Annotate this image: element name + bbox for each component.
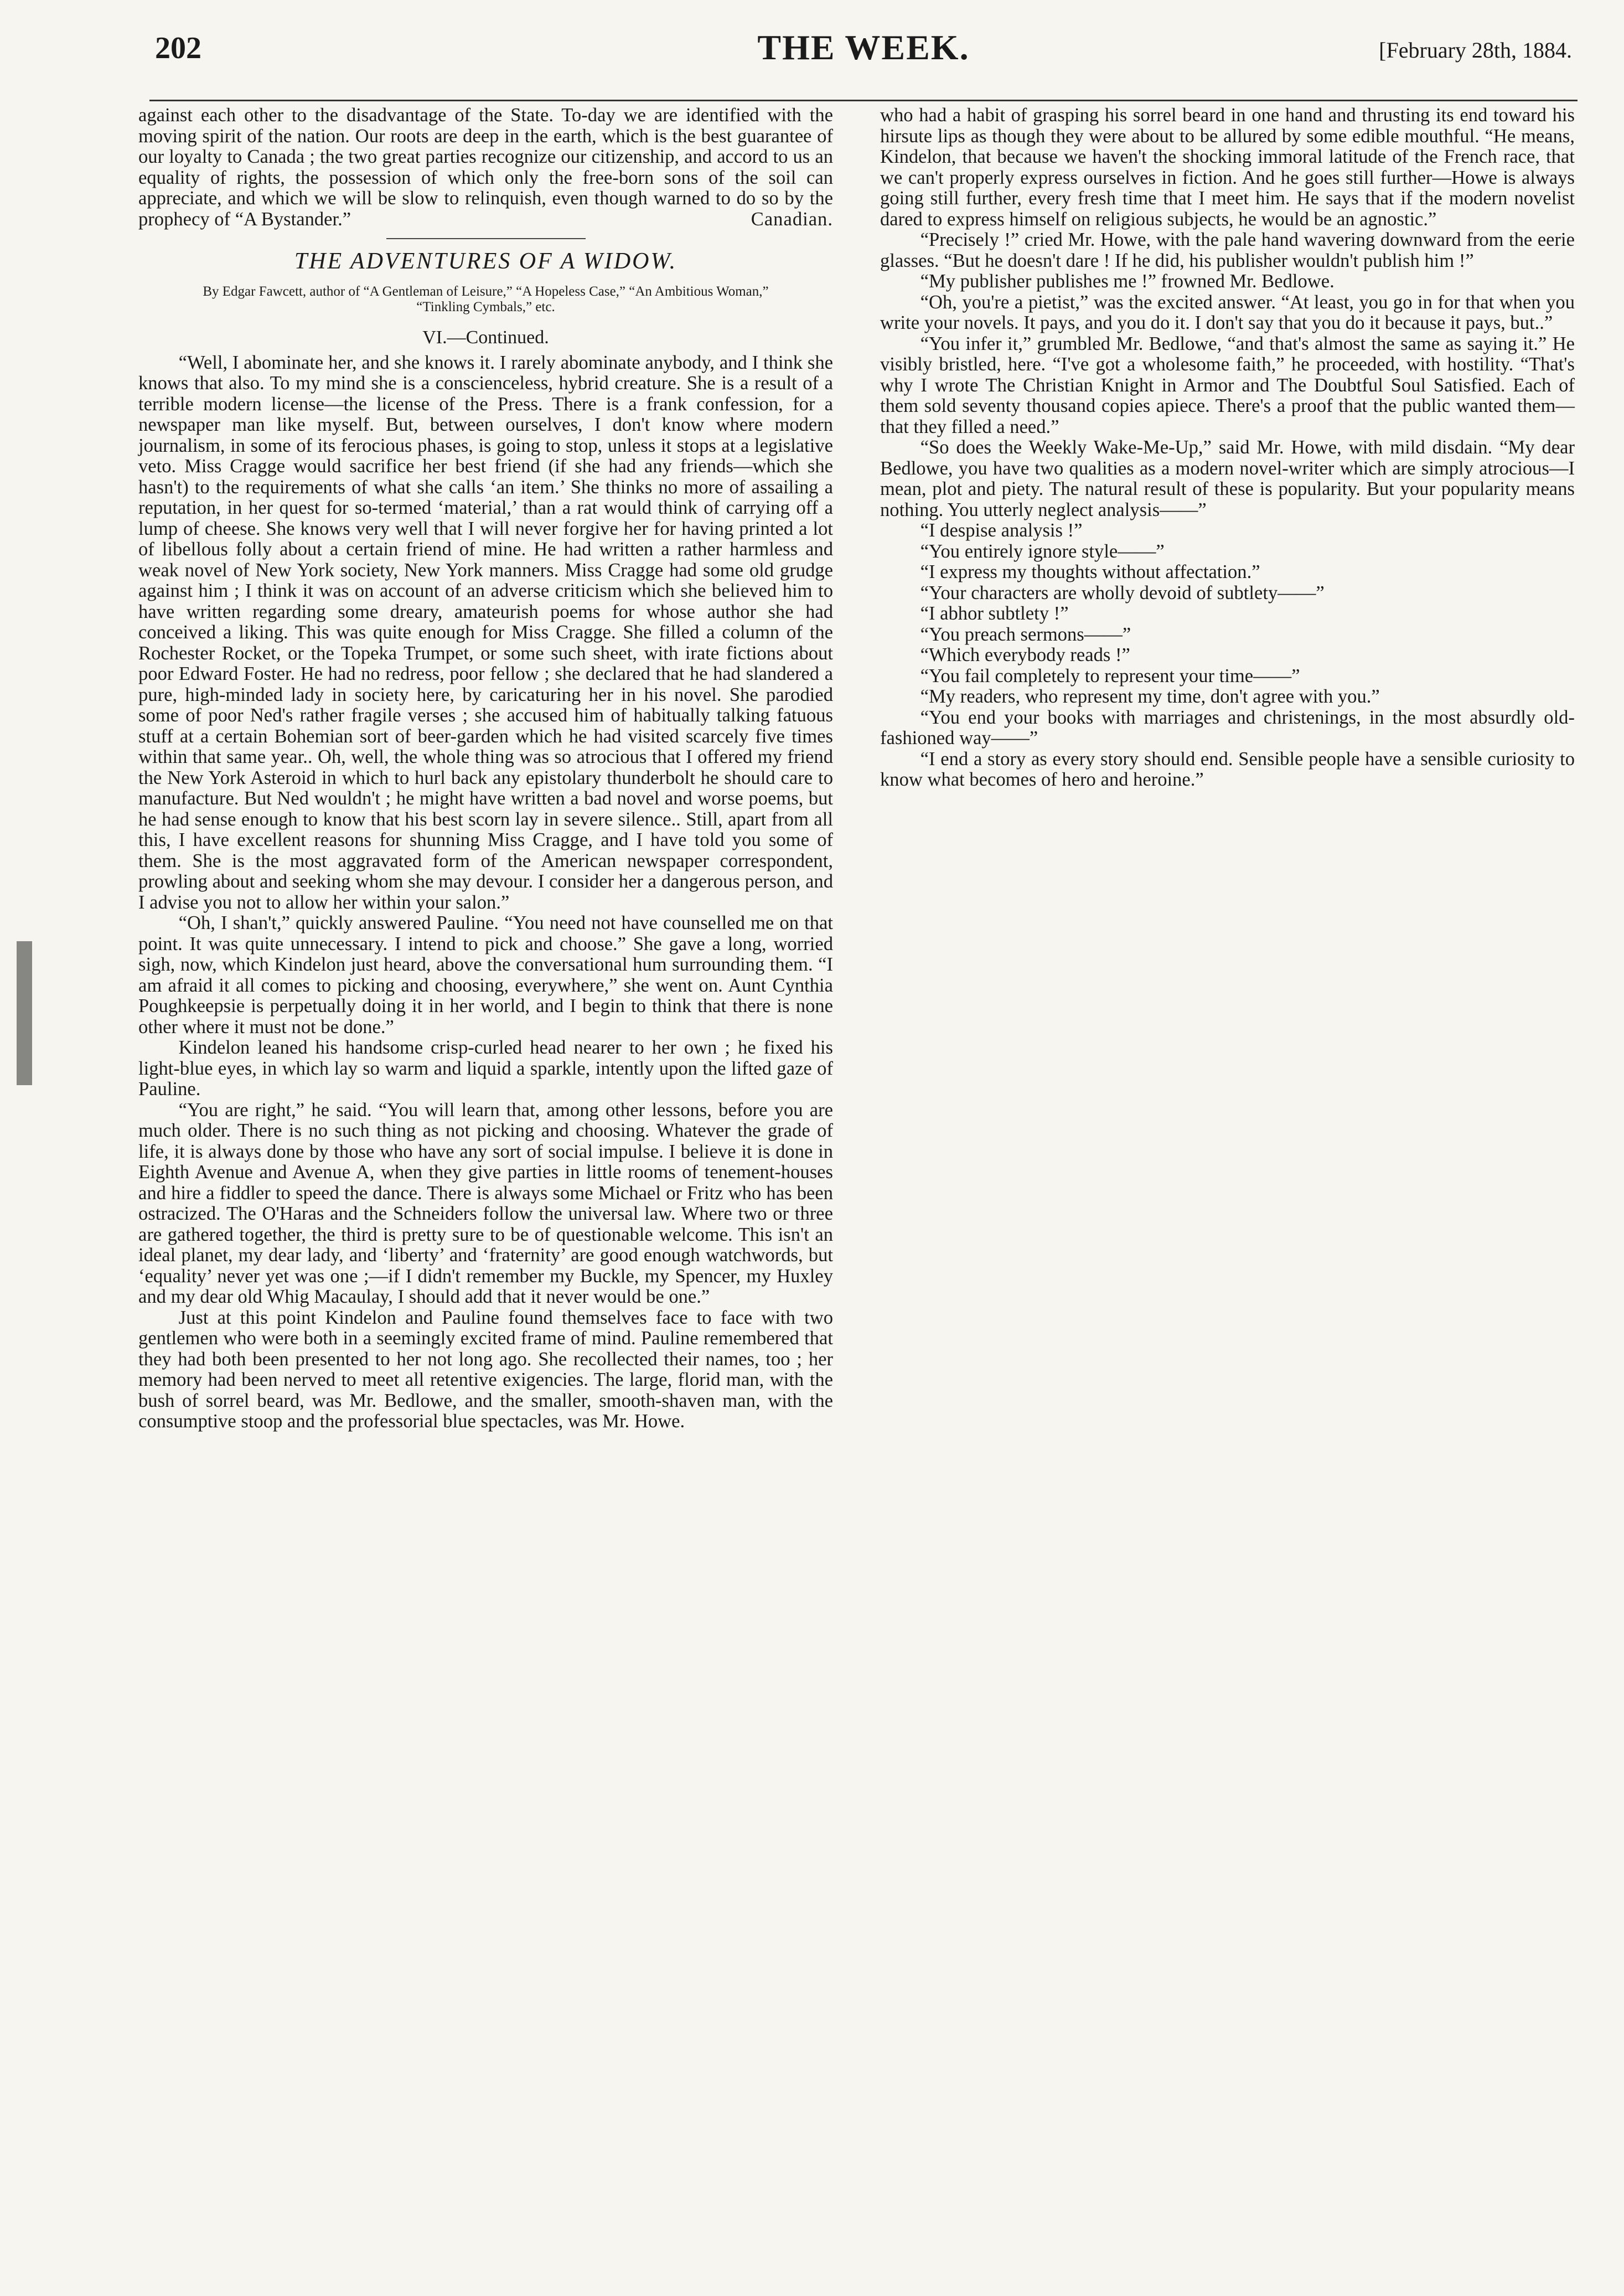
paragraph: “I end a story as every story should end. Sensible people have a sensible curiosity to know what becomes of hero and heroine.” [880, 748, 1575, 790]
left-column [138, 105, 833, 1432]
paragraph: who had a habit of grasping his sorrel beard in one hand and thrusting its end toward his hirsute lips as though they were about to be allured by some edible mouthful. “He means, Kindelon, that because we haven't the shocking immoral latitude of the French race, that we can't properly express ourselves in fiction. And he goes still further—Howe is always going still further, every fresh time that I meet him. He says that if the modern novelist dared to express himself on religious subjects, he would be an agnostic.” [880, 105, 1575, 230]
intro-paragraph: against each other to the disadvantage of the State. To-day we are identified with the moving spirit of the nation. Our roots are deep in the earth, which is the best guarantee of our loyalty to Canada ; the two great parties recognize our citizenship, and accord to us an equality of rights, the possession of which only the free-born sons of the soil can appreciate, and which we will be slow to relinquish, even though warned to do so by the prophecy of “A Bystander.” [138, 105, 833, 230]
page-header [155, 30, 1572, 75]
masthead: THE WEEK. [757, 28, 970, 67]
paragraph: Kindelon leaned his handsome crisp-curled head nearer to her own ; he fixed his light-blue eyes, in which lay so warm and liquid a sparkle, intently upon the lifted gaze of Pauline. [138, 1037, 833, 1100]
signature: Canadian. [751, 209, 833, 230]
paragraph: Just at this point Kindelon and Pauline found themselves face to face with two gentlemen who were both in a seemingly excited frame of mind. Pauline remembered that they had both been presented to her not long ago. She recollected their names, too ; her memory had been nerved to meet all retentive exigencies. The large, florid man, with the bush of sorrel beard, was Mr. Bedlowe, and the smaller, smooth-shaven man, with the consumptive stoop and the professorial blue spectacles, was Mr. Howe. [138, 1307, 833, 1432]
paragraph: “My publisher publishes me !” frowned Mr. Bedlowe. [920, 271, 1335, 292]
paragraph: “So does the Weekly Wake-Me-Up,” said Mr. Howe, with mild disdain. “My dear Bedlowe, you have two qualities as a modern novel-writer which are simply atrocious—I mean, plot and piety. The natural result of these is popularity. But your popularity means nothing. You utterly neglect analysis——” [880, 437, 1575, 520]
header-rule [149, 100, 1578, 101]
paragraph: “Well, I abominate her, and she knows it. I rarely abominate anybody, and I think she knows that also. To my mind she is a conscienceless, hybrid creature. She is a result of a terrible modern license—the license of the Press. There is a frank confession, for a newspaper man like myself. But, between ourselves, I don't know where modern journalism, in some of its ferocious phases, is going to stop, unless it stops at a legislative veto. Miss Cragge would sacrifice her best friend (if she had any friends—which she hasn't) to the requirements of what she calls ‘an item.’ She thinks no more of assailing a reputation, in her quest for so-termed ‘material,’ than a rat would think of carrying off a lump of cheese. She knows very well that I will never forgive her for having printed a lot of libellous folly about a certain friend of mine. He had written a rather harmless and weak novel of New York society, New York manners. Miss Cragge had some old grudge against him ; I think it was on account of an adverse criticism which she believed him to have written regarding some dreary, amateurish poems for whose author she had conceived a liking. This was quite enough for Miss Cragge. She filled a column of the Rochester Rocket, or the Topeka Trumpet, or some such sheet, with irate fictions about poor Edward Foster. He had no redress, poor fellow ; she declared that he had slandered a pure, high-minded lady in society here, by caricaturing her in his novel. She parodied some of poor Ned's rather fragile verses ; she accused him of habitually talking fatuous stuff at a certain Bohemian sort of beer-garden which he had visited scarcely five times within that same year.. Oh, well, the whole thing was so atrocious that I offered my friend the New York Asteroid in which to hurl back any epistolary thunderbolt he should care to manufacture. But Ned wouldn't ; he might have written a bad novel and worse poems, but he had sense enough to know that his best scorn lay in severe silence.. Still, apart from all this, I have excellent reasons for shunning Miss Cragge, and I have told you some of them. She is the most aggravated form of the American newspaper correspondent, prowling about and seeking whom she may devour. I consider her a dangerous person, and I advise you not to allow her within your salon.” [138, 352, 833, 913]
paragraph: “Oh, you're a pietist,” was the excited answer. “At least, you go in for that when you write your novels. It pays, and you do it. I don't say that you do it because it pays, but..” [880, 291, 1575, 333]
paragraph: “You are right,” he said. “You will learn that, among other lessons, before you are much older. There is no such thing as not picking and choosing. Whatever the grade of life, it is always done by those who have any sort of social impulse. I believe it is done in Eighth Avenue and Avenue A, when they give parties in little rooms of tenement-houses and hire a fiddler to speed the dance. There is always some Michael or Fritz who has been ostracized. The O'Haras and the Schneiders follow the universal law. Where two or three are gathered together, the third is pretty sure to be of questionable welcome. This isn't an ideal planet, my dear lady, and ‘liberty’ and ‘fraternity’ are good enough watchwords, but ‘equality’ never yet was one ;—if I didn't remember my Buckle, my Spencer, my Huxley and my dear old Whig Macaulay, I should add that it never would be one.” [138, 1099, 833, 1307]
story-title: THE ADVENTURES OF A WIDOW. [294, 248, 677, 274]
paragraph: “You entirely ignore style——” [920, 540, 1165, 562]
issue-date: [February 28th, 1884. [1379, 38, 1572, 63]
paragraph: “You infer it,” grumbled Mr. Bedlowe, “and that's almost the same as saying it.” He visibly bristled, here. “I've got a wholesome faith,” he proceeded, with hostility. “That's why I wrote The Christian Knight in Armor and The Doubtful Soul Satisfied. Each of them sold seventy thousand copies apiece. There's a proof that the public wanted them—that they filled a need.” [880, 333, 1575, 437]
library-stamp [17, 941, 32, 1085]
paragraph: “My readers, who represent my time, don't agree with you.” [920, 686, 1380, 707]
right-column [880, 105, 1575, 791]
paragraph: “Your characters are wholly devoid of subtlety——” [920, 582, 1325, 603]
byline: By Edgar Fawcett, author of “A Gentleman of Leisure,” “A Hopeless Case,” “An Ambitious Woman,” “Tinkling Cymbals,” etc. [203, 284, 769, 314]
paragraph: “You preach sermons——” [920, 623, 1131, 645]
paragraph: “Precisely !” cried Mr. Howe, with the pale hand wavering downward from the eerie glasses. “But he doesn't dare ! If he did, his publisher wouldn't publish him !” [880, 229, 1575, 271]
chapter-heading: VI.—Continued. [422, 327, 549, 348]
paragraph: “I express my thoughts without affectation.” [920, 561, 1260, 582]
paragraph: “You fail completely to represent your time——” [920, 665, 1300, 687]
page-number: 202 [155, 31, 201, 65]
paragraph: “I abhor subtlety !” [920, 603, 1069, 624]
paragraph: “Which everybody reads !” [920, 644, 1130, 665]
paragraph: “Oh, I shan't,” quickly answered Pauline. “You need not have counselled me on that point. It was quite unnecessary. I intend to pick and choose.” She gave a long, worried sigh, now, which Kindelon just heard, above the conversational hum surrounding them. “I am afraid it all comes to picking and choosing, everywhere,” she went on. Aunt Cynthia Poughkeepsie is perpetually doing it in her world, and I begin to think that there is none other where it must not be done.” [138, 912, 833, 1038]
paragraph: “You end your books with marriages and christenings, in the most absurdly old-fashioned way——” [880, 706, 1575, 749]
section-divider [386, 238, 586, 239]
paragraph: “I despise analysis !” [920, 520, 1083, 541]
